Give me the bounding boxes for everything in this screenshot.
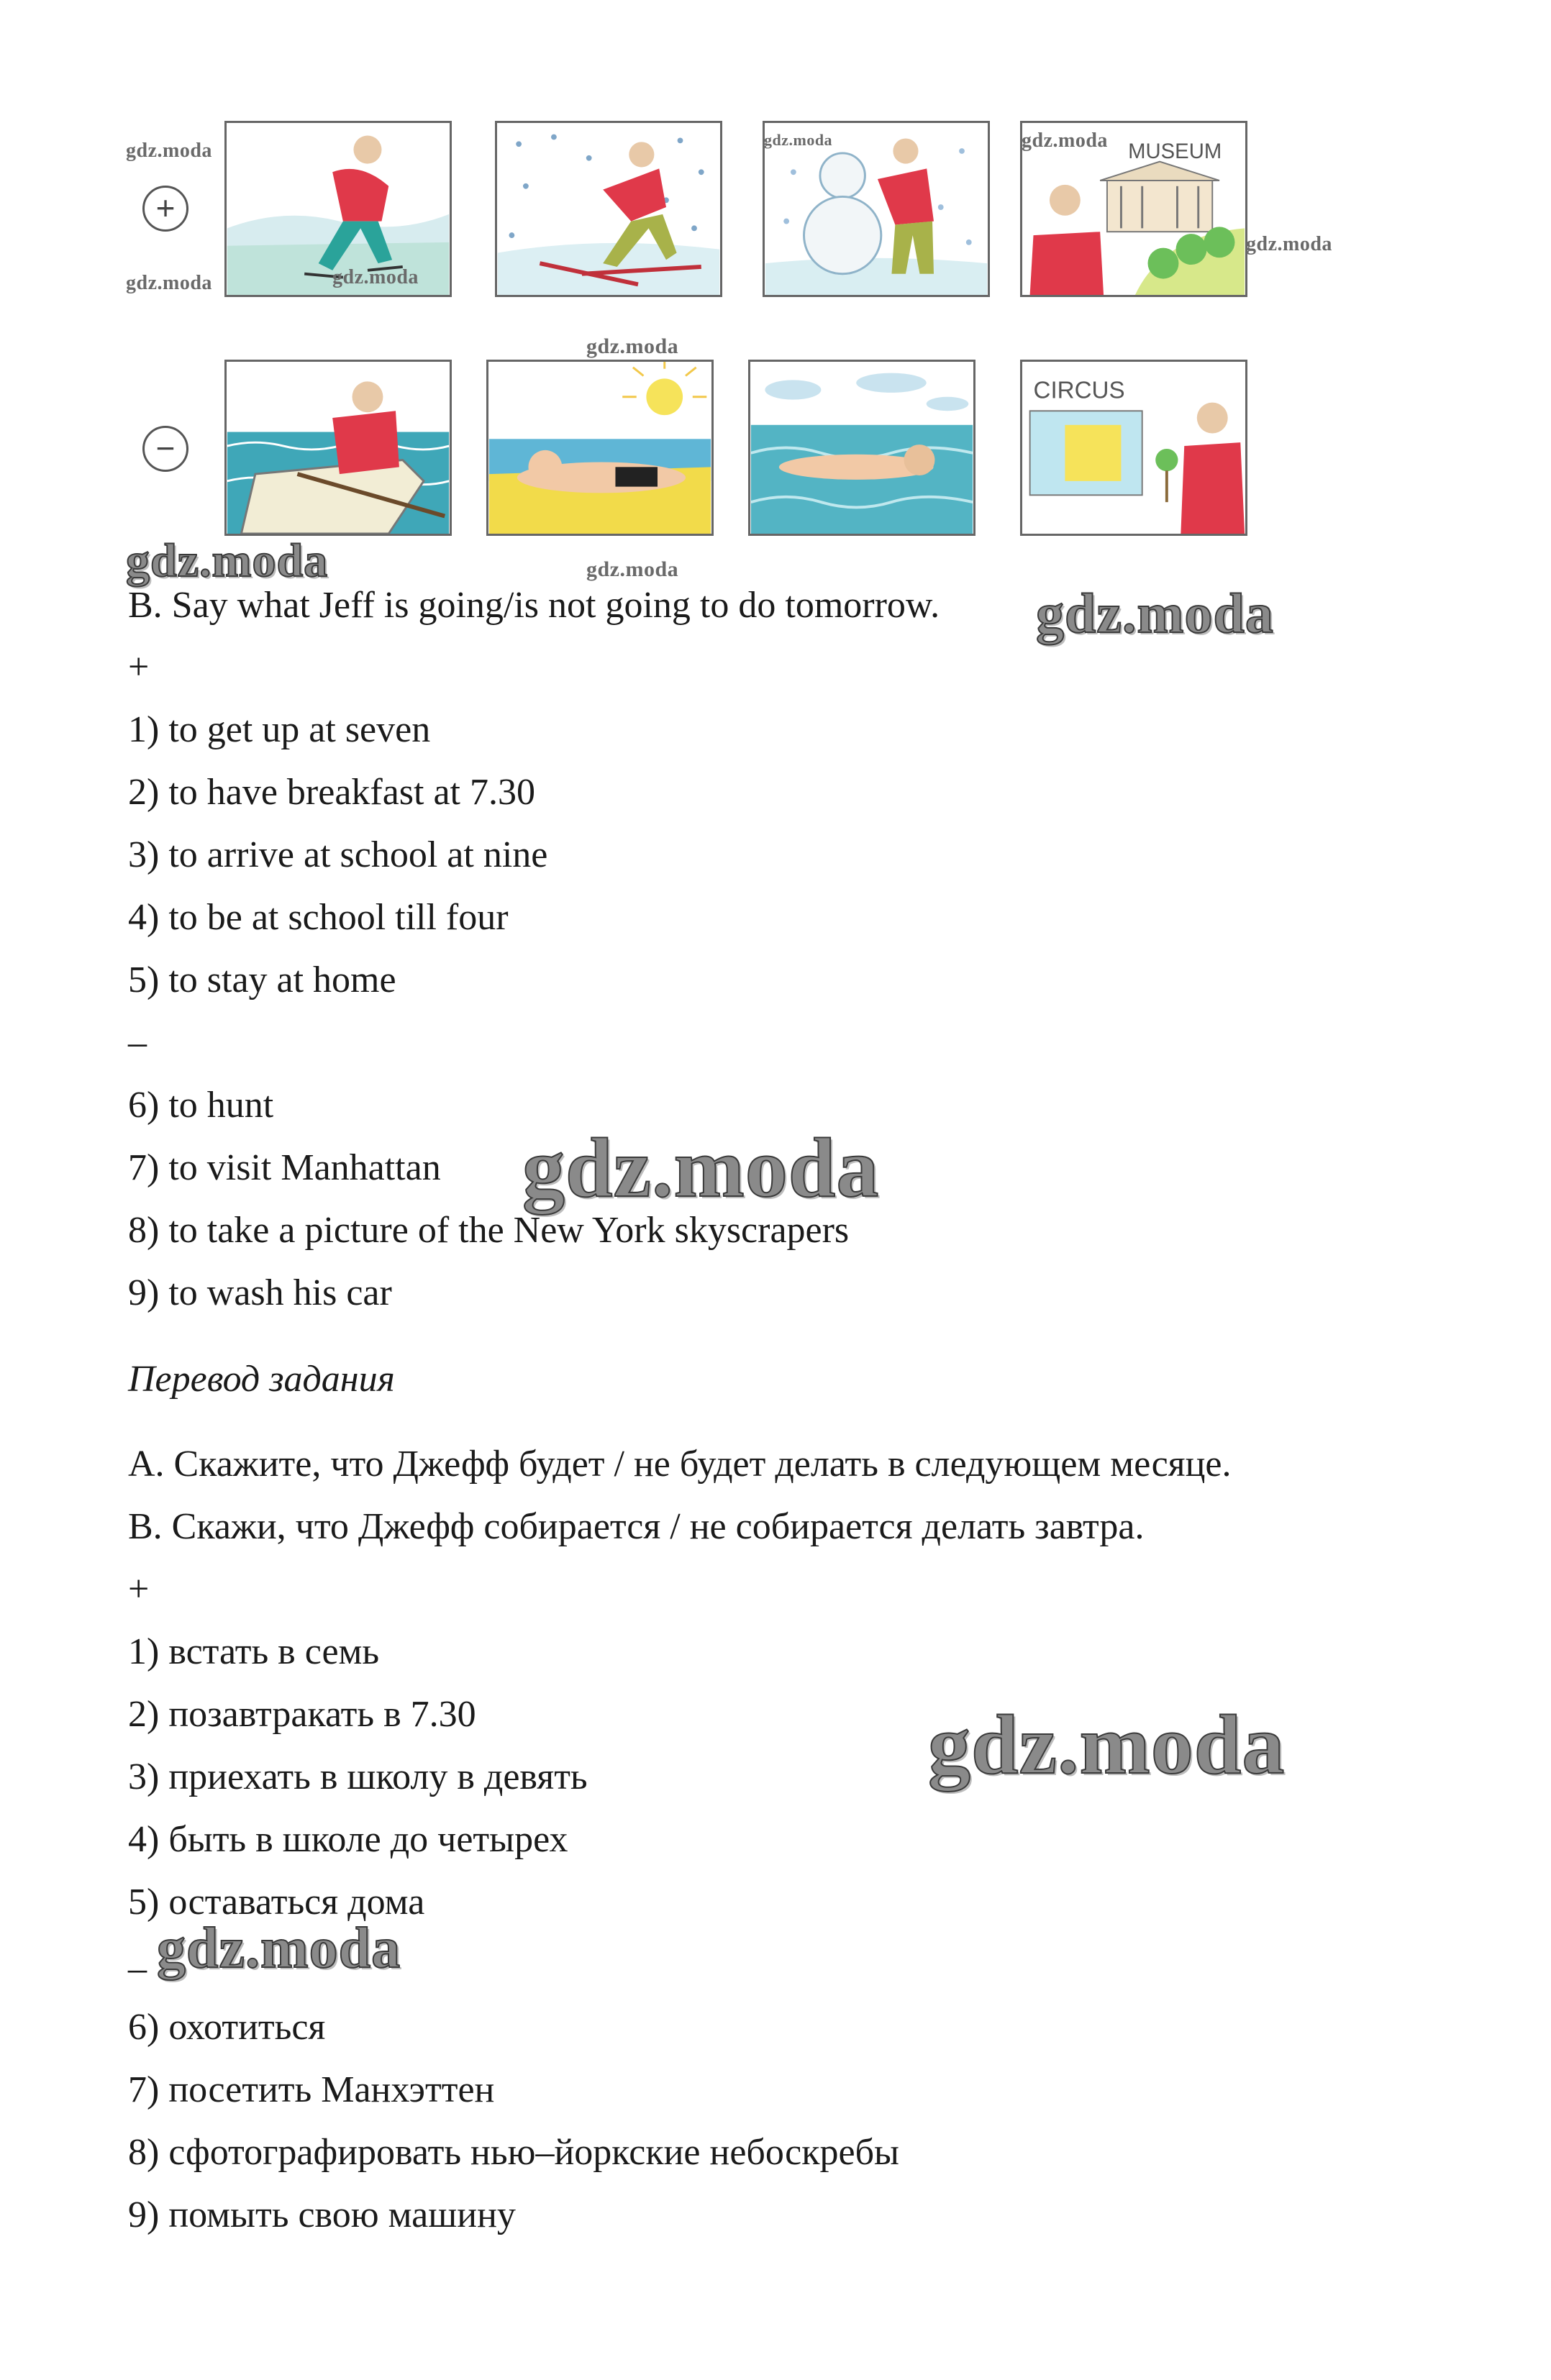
task-heading: B. Say what Jeff is going/is not going to do tomorrow. <box>128 585 940 626</box>
list-item: 1) встать в семь <box>128 1631 380 1672</box>
watermark: gdz.moda <box>332 266 419 288</box>
list-item: 4) быть в школе до четырех <box>128 1819 568 1860</box>
list-item: 9) to wash his car <box>128 1272 392 1313</box>
minus-sign-icon: − <box>142 426 188 472</box>
list-item: 7) to visit Manhattan <box>128 1147 441 1188</box>
list-item: 3) to arrive at school at nine <box>128 834 548 875</box>
watermark: gdz.moda <box>126 140 212 162</box>
list-item: 1) to get up at seven <box>128 709 431 750</box>
museum-sign-text: MUSEUM <box>1128 140 1222 163</box>
list-item: 4) to be at school till four <box>128 897 509 938</box>
picture-rowing <box>224 360 452 536</box>
translation-line-a: A. Скажите, что Джефф будет / не будет делать в следующем месяце. <box>128 1444 1232 1485</box>
watermark: gdz.moda <box>522 1121 880 1215</box>
watermark: gdz.moda <box>1246 233 1332 255</box>
watermark: gdz.moda <box>1022 129 1108 152</box>
list-item: 8) сфотографировать нью–йоркские небоскребы <box>128 2132 899 2173</box>
minus-marker: – <box>128 1022 147 1063</box>
list-item: 5) оставаться дома <box>128 1882 425 1923</box>
translation-title: Перевод задания <box>128 1359 395 1400</box>
watermark: gdz.moda <box>928 1697 1286 1792</box>
watermark: gdz.moda <box>126 272 212 294</box>
list-item: 6) охотиться <box>128 2007 326 2048</box>
watermark: gdz.moda <box>586 334 679 358</box>
picture-skiing <box>495 121 722 297</box>
picture-sunbathing <box>486 360 714 536</box>
list-item: 2) to have breakfast at 7.30 <box>128 772 536 813</box>
watermark: gdz.moda <box>586 557 679 581</box>
list-item: 3) приехать в школу в девять <box>128 1756 588 1797</box>
plus-marker: + <box>128 1569 150 1610</box>
watermark: gdz.moda <box>764 131 833 149</box>
circus-sign-text: CIRCUS <box>1033 377 1125 404</box>
list-item: 5) to stay at home <box>128 959 396 1000</box>
list-item: 7) посетить Манхэттен <box>128 2069 495 2110</box>
plus-marker: + <box>128 647 150 688</box>
list-item: 2) позавтракать в 7.30 <box>128 1694 476 1735</box>
minus-marker: _ <box>128 1936 147 1977</box>
list-item: 6) to hunt <box>128 1085 274 1126</box>
list-item: 9) помыть свою машину <box>128 2194 516 2235</box>
picture-circus <box>1020 360 1247 536</box>
list-item: 8) to take a picture of the New York skyscrapers <box>128 1210 850 1251</box>
translation-line-b: B. Скажи, что Джефф собирается / не собирается делать завтра. <box>128 1506 1145 1547</box>
plus-sign-icon: + <box>142 186 188 232</box>
picture-swimming <box>748 360 975 536</box>
watermark: gdz.moda <box>157 1917 401 1980</box>
watermark: gdz.moda <box>1036 582 1274 644</box>
watermark: gdz.moda <box>126 534 329 587</box>
